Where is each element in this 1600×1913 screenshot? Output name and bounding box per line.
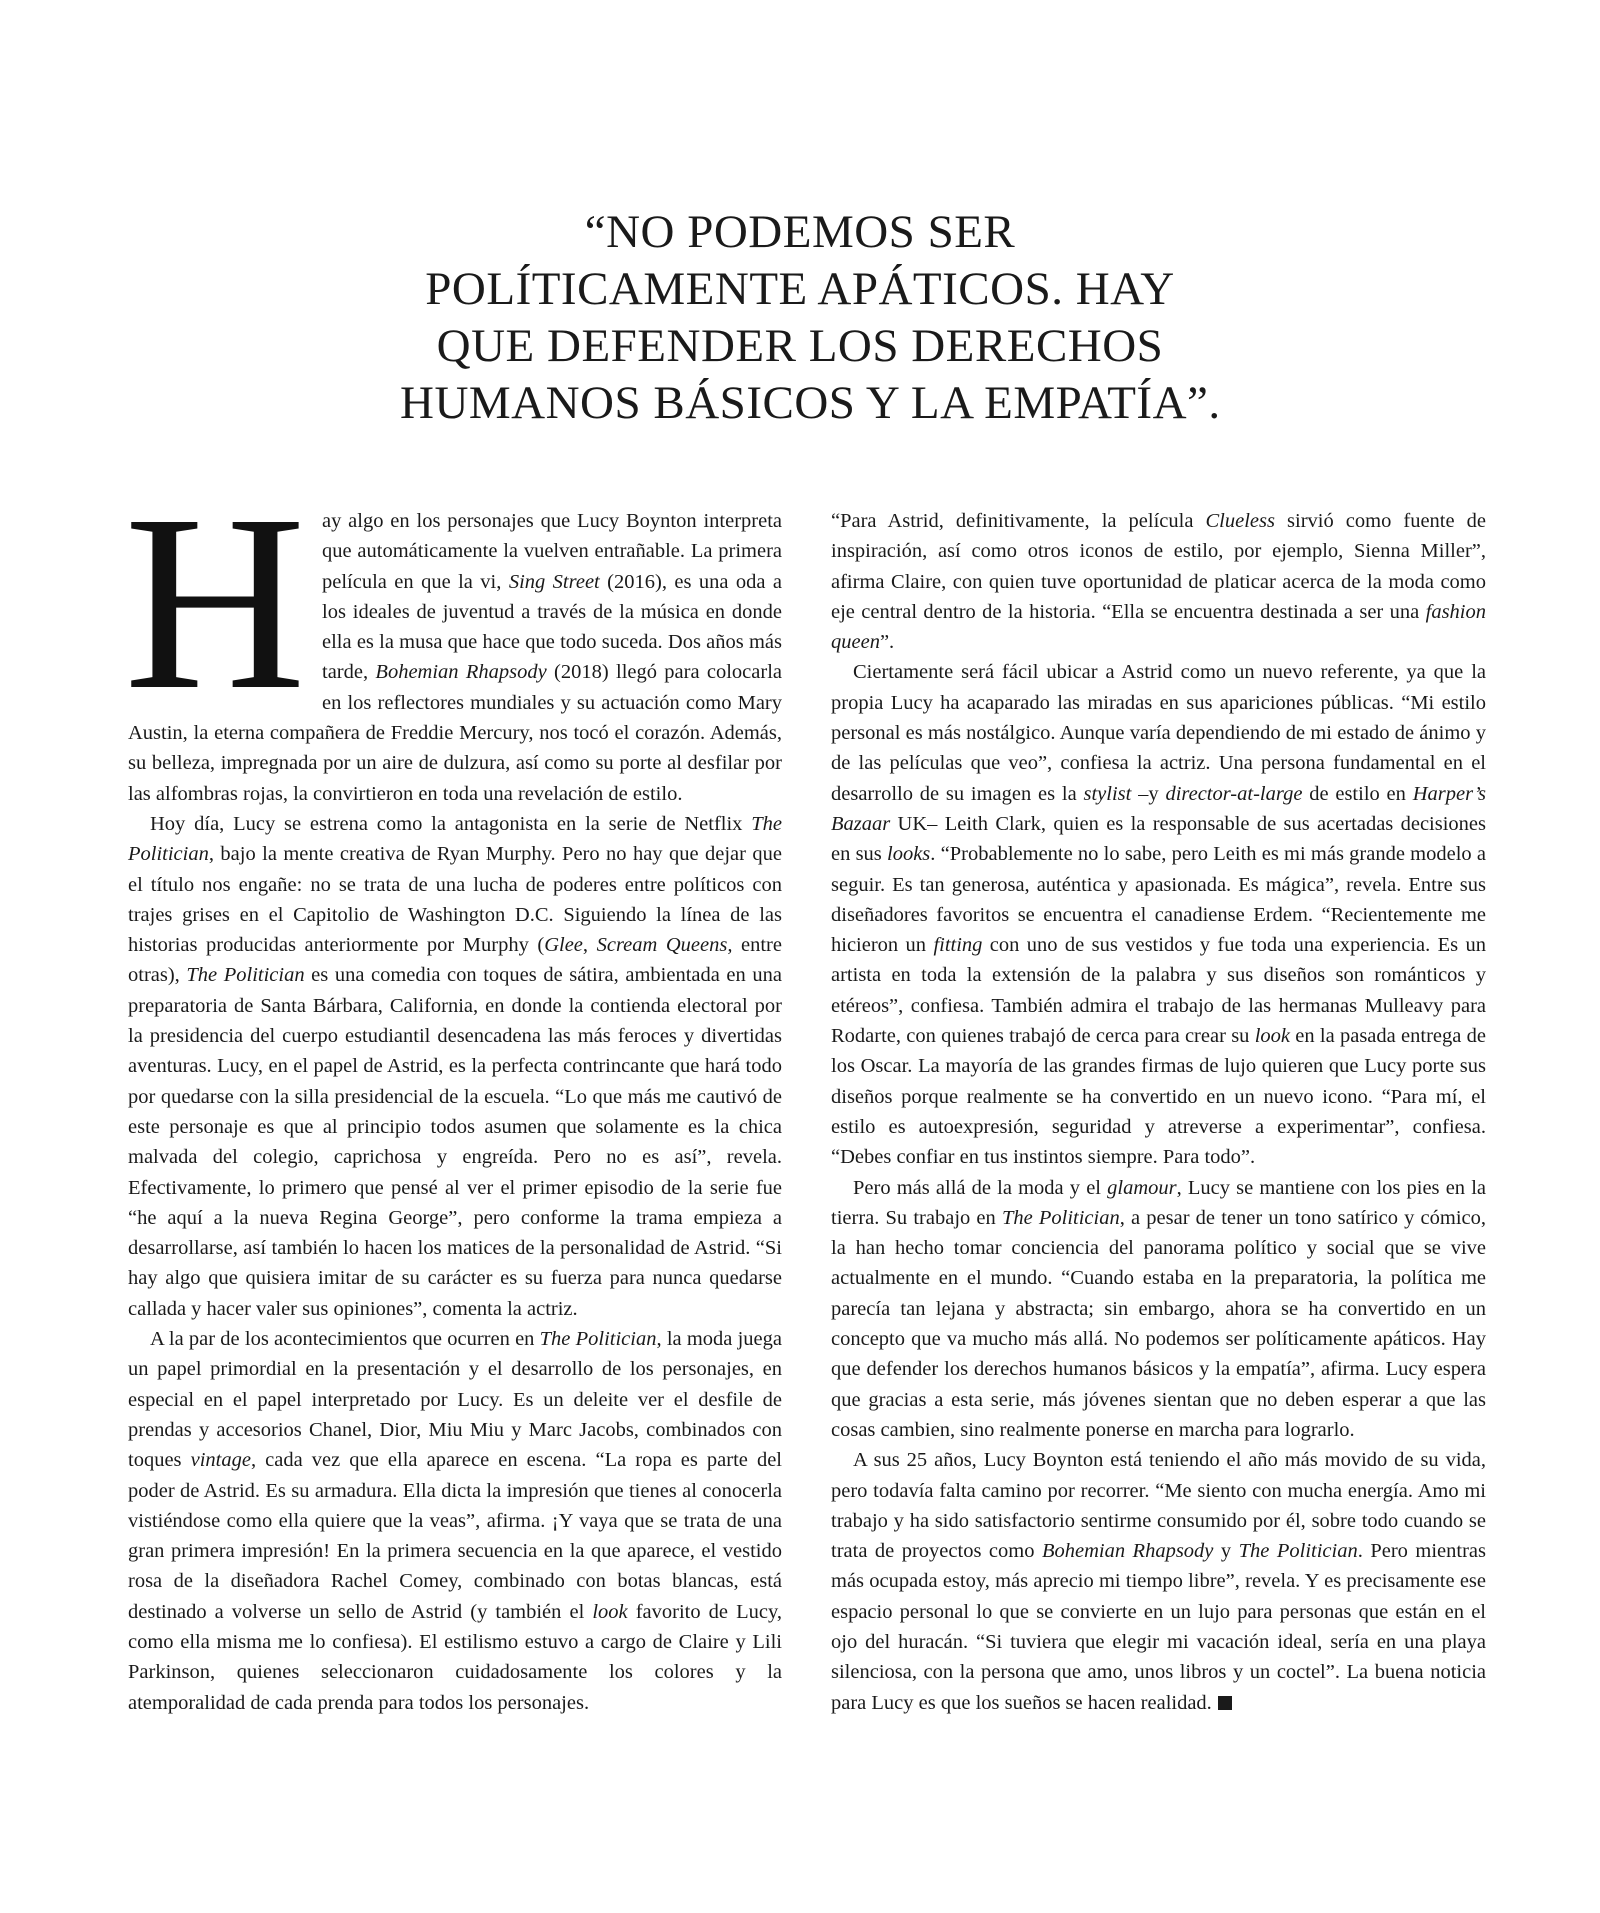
series-title: Glee [544, 934, 583, 957]
text-run: , a pesar de tener un tono satírico y cómico, la han hecho tomar conciencia del panorama político y social que se vive actualmente en el mundo. “Cuando estaba en la preparatoria, la política me parecía tan lejana y abstracta; sin embargo, ahora se ha convertido en un concepto que va mucho más allá. No podemos ser políticamente apáticos. Hay que defender los derechos humanos básicos y la empatía”, afirma. Lucy espera que gracias a esta serie, más jóvenes sientan que no deben esperar a que las cosas cambien, sino realmente ponerse en marcha para lograrlo. [831, 1206, 1486, 1441]
magazine-title: Harper’s Bazaar [831, 782, 1486, 835]
text-run: (2018) llegó para colocarla en los reflectores mundiales y su actuación como Mary Austin, la eterna compañera de Freddie Mercury, nos tocó el corazón. Además, su belleza, impregnada por un aire de dulzura, así como su porte al desfilar por las alfombras rojas, la convirtieron en toda una revelación de estilo. [128, 661, 782, 805]
series-title: Scream Queens, [596, 934, 733, 957]
film-title: Bohemian Rhapsody [375, 661, 547, 684]
italic-term: look [1254, 1025, 1290, 1048]
series-title: The Politician [539, 1328, 657, 1351]
article-column-left [124, 462, 783, 1718]
article-paragraph-6 [831, 1173, 1486, 1446]
text-run: favorito de Lucy, como ella misma me lo confiesa). El estilismo estuvo a cargo de Claire y Lili Parkinson, quienes seleccionaron cuidadosamente los colores y la atemporalidad de cada prenda para todos los personajes. [128, 1600, 782, 1714]
text-run: A sus 25 años, Lucy Boynton está teniendo el año más movido de su vida, pero todavía falta camino por recorrer. “Me siento con mucha energía. Amo mi trabajo y ha sido satisfactorio sentirme consumido por él, sobre todo cuando se trata de proyectos como [831, 1449, 1486, 1563]
text-run: entre otras), [128, 934, 782, 987]
text-run: (2016), es una oda a los ideales de juventud a través de la música en donde ella es la musa que hace que todo suceda. Dos años más tarde, [322, 570, 783, 684]
text-run: , bajo la mente creativa de Ryan Murphy. Pero no hay que dejar que el título nos engañe: no se trata de una lucha de poderes entre políticos con trajes grises en el Capitolio de Washington D.C. Siguiendo la línea de las historias producidas anteriormente por Murphy ( [128, 843, 782, 957]
text-run: Ciertamente será fácil ubicar a Astrid como un nuevo referente, ya que la propia Lucy ha acaparado las miradas en sus apariciones públicas. “Mi estilo personal es más nostálgico. Aunque varía dependiendo de mi estado de ánimo y de las películas que veo”, confiesa la actriz. Una persona fundamental en el desarrollo de su imagen es la [831, 661, 1486, 805]
article-paragraph-5 [831, 657, 1486, 1172]
text-run: “Para Astrid, definitivamente, la película [831, 510, 1206, 532]
text-run: Hoy día, Lucy se estrena como la antagonista en la serie de Netflix [150, 812, 752, 835]
italic-term: stylist [1083, 782, 1132, 805]
text-run: con uno de sus vestidos y fue toda una experiencia. Es un artista en toda la extensión de la palabra y sus diseños son románticos y etéreos”, confiesa. También admira el trabajo de las hermanas Mulleavy para Rodarte, con quienes trabajó de cerca para crear su [831, 934, 1486, 1048]
text-run: . “Probablemente no lo sabe, pero Leith es mi más grande modelo a seguir. Es tan generosa, auténtica y apasionada. Es mágica”, revela. Entre sus diseñadores favoritos se encuentra el canadiense Erdem. “Recientemente me hicieron un [831, 843, 1486, 957]
article-paragraph-2 [128, 809, 782, 1324]
text-run: ay algo en los personajes que Lucy Boynton interpreta que automáticamente la vuelven entrañable. La primera película en que la vi, [322, 510, 782, 593]
film-title: Sing Street [508, 570, 600, 593]
text-run: UK– Leith Clark, quien es la responsable de sus acertadas decisiones en sus [831, 812, 1486, 866]
series-title: The Politician [186, 964, 305, 987]
article-paragraph-4 [831, 506, 1486, 657]
text-run: Pero más allá de la moda y el [853, 1176, 1108, 1199]
text-run: de estilo en [1302, 782, 1413, 805]
pull-quote-line: “NO PODEMOS SER [584, 206, 1016, 258]
series-title: The Politician [128, 812, 782, 866]
italic-term: director-at-large [1165, 782, 1303, 805]
article-paragraph-7 [831, 1445, 1486, 1718]
text-run: , cada vez que ella aparece en escena. “La ropa es parte del poder de Astrid. Es su armadura. Ella dicta la impresión que tienes al conocerla vistiéndose como ella quiere que la veas”, afirma. ¡Y vaya que se trata de una gran primera impresión! En la primera secuencia en la que aparece, el vestido rosa de la diseñadora Rachel Comey, combinado con botas blancas, está destinado a volverse un sello de Astrid (y también el [128, 1449, 782, 1623]
pull-quote-line: QUE DEFENDER LOS DERECHOS [436, 320, 1164, 372]
text-run: ”. [879, 631, 895, 654]
film-title: Clueless [1205, 510, 1275, 532]
italic-term: look [592, 1600, 628, 1623]
film-title: Bohemian Rhapsody [1041, 1540, 1214, 1563]
article-paragraph-1 [124, 462, 783, 809]
pull-quote-line: POLÍTICAMENTE APÁTICOS. HAY [425, 263, 1175, 315]
text-run: . Pero mientras más ocupada estoy, más aprecio mi tiempo libre”, revela. Y es precisamente ese espacio personal lo que se convierte en un lujo para personas que están en el ojo del huracán. “Si tuviera que elegir mi vacación ideal, sería en una playa silenciosa, con la persona que amo, unos libros y un coctel”. La buena noticia para Lucy es que los sueños se hacen realidad. [831, 1540, 1486, 1714]
series-title: The Politician [1001, 1206, 1120, 1229]
pull-quote [400, 204, 1221, 432]
text-run: , la moda juega un papel primordial en la presentación y el desarrollo de los personajes, en especial en el papel interpretado por Lucy. Es un deleite ver el desfile de prendas y accesorios Chanel, Dior, Miu Miu y Marc Jacobs, combinados con toques [128, 1328, 783, 1472]
text-run: sirvió como fuente de inspiración, así como otros iconos de estilo, por ejemplo, Sienna Miller”, afirma Claire, con quien tuve oportunidad de platicar acerca de la moda como eje central dentro de la historia. “Ella se encuentra destinada a ser una [831, 510, 1486, 623]
text-run: A la par de los acontecimientos que ocurren en [150, 1328, 540, 1351]
text-run: en la pasada entrega de los Oscar. La mayoría de las grandes firmas de lujo quieren que Lucy porte sus diseños porque realmente se ha convertido en un nuevo icono. “Para mí, el estilo es autoexpresión, seguridad y atreverse a experimentar”, confiesa. “Debes confiar en tus instintos siempre. Para todo”. [831, 1025, 1486, 1169]
italic-term: glamour [1107, 1176, 1177, 1199]
series-title: The Politician [1238, 1540, 1358, 1563]
text-run: –y [1131, 782, 1166, 805]
pull-quote-line: HUMANOS BÁSICOS Y LA EMPATÍA”. [400, 377, 1221, 429]
text-run: , [582, 934, 597, 957]
article-paragraph-3 [128, 1324, 782, 1718]
text-run: y [1213, 1540, 1239, 1563]
end-of-article-mark [1218, 1696, 1232, 1710]
italic-term: fashion queen [831, 600, 1486, 654]
text-run: , Lucy se mantiene con los pies en la tierra. Su trabajo en [831, 1176, 1486, 1229]
italic-term: vintage [190, 1449, 251, 1472]
article-column-right [831, 506, 1486, 1718]
italic-term: fitting [933, 934, 983, 957]
italic-term: looks [887, 843, 931, 866]
drop-cap: H [124, 462, 306, 742]
text-run: es una comedia con toques de sátira, ambientada en una preparatoria de Santa Bárbara, California, en donde la contienda electoral por la presidencia del cuerpo estudiantil desencadena las más feroces y divertidas aventuras. Lucy, en el papel de Astrid, es la perfecta contrincante que hará todo por quedarse con la silla presidencial de la escuela. “Lo que más me cautivó de este personaje es que al principio todos asumen que solamente es la chica malvada del colegio, caprichosa y engreída. Pero no es así”, revela. Efectivamente, lo primero que pensé al ver el primer episodio de la serie fue “he aquí a la nueva Regina George”, pero conforme la trama empieza a desarrollarse, así también lo hacen los matices de la personalidad de Astrid. “Si hay algo que quisiera imitar de su carácter es su fuerza para nunca quedarse callada y hacer valer sus opiniones”, comenta la actriz. [128, 964, 782, 1320]
